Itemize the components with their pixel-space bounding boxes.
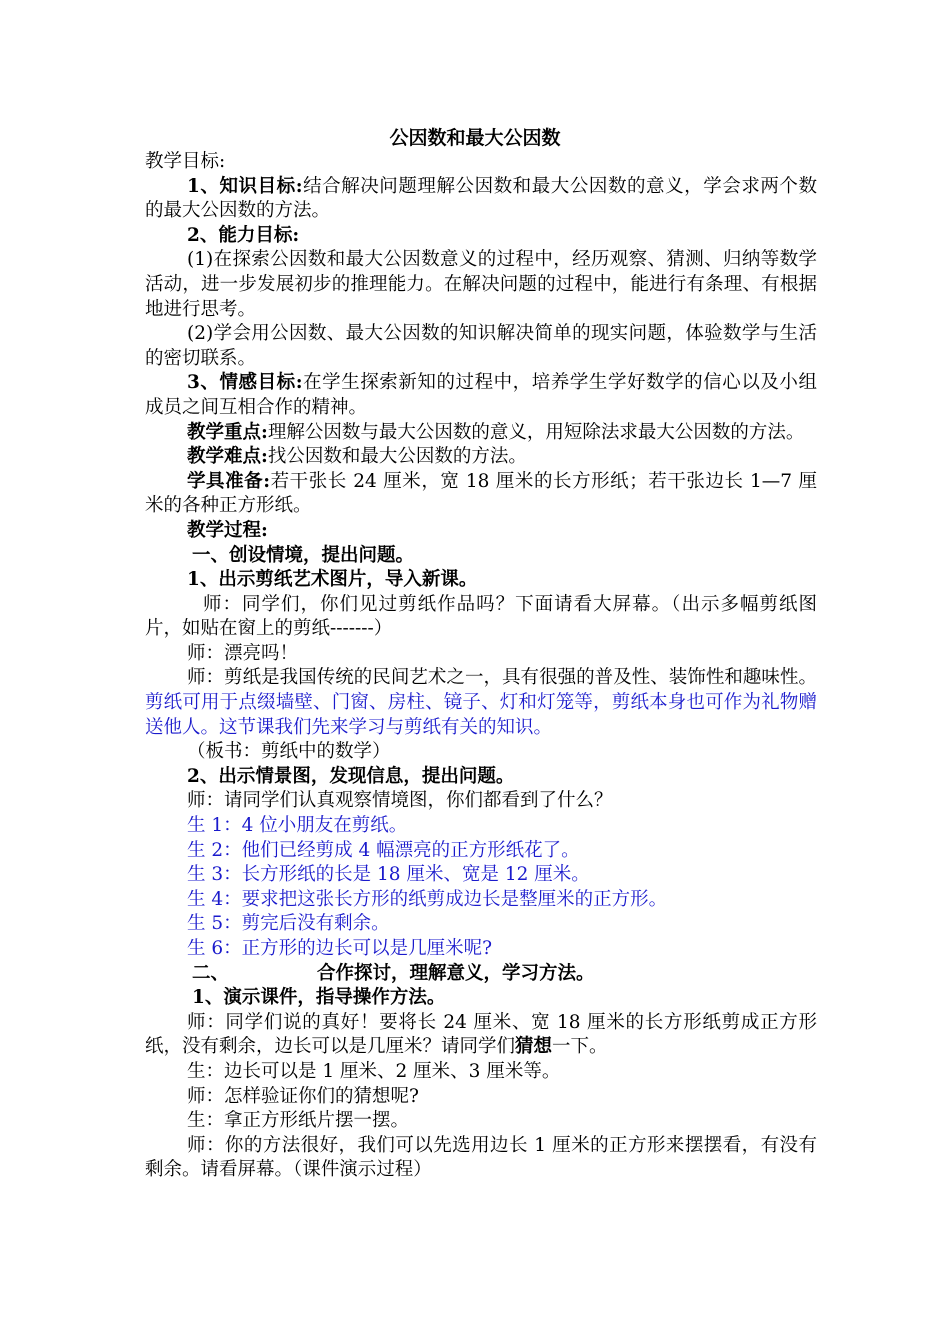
section-2-text: 合作探讨，理解意义，学习方法。 [317,962,595,984]
difficulty-label: 教学难点: [187,446,268,468]
difficulty [145,445,817,470]
board-note: （板书：剪纸中的数学） [187,741,391,763]
difficulty-text: 找公因数和最大公因数的方法。 [267,446,527,468]
teacher-line-1: 师：同学们，你们见过剪纸作品吗？下面请看大屏幕。（出示多幅剪纸图片，如贴在窗上的剪纸-------） [145,593,817,640]
document-body [145,150,817,1183]
student-line: 生 4：要求把这张长方形的纸剪成边长是整厘米的正方形。 [187,888,668,910]
student-reply-2: 生：拿正方形纸片摆一摆。 [187,1110,410,1132]
student-reply-1: 生：边长可以是 1 厘米、2 厘米、3 厘米等。 [187,1060,561,1082]
step-2-1-heading: 1、演示课件，指导操作方法。 [192,987,446,1009]
materials-label: 学具准备: [187,470,271,492]
step-1-2-heading: 2、出示情景图，发现信息，提出问题。 [187,765,515,787]
key-point-text: 理解公因数与最大公因数的意义，用短除法求最大公因数的方法。 [267,421,805,443]
student-line: 生 2：他们已经剪成 4 幅漂亮的正方形纸花了。 [187,839,580,861]
objective-knowledge-label: 1、知识目标: [187,175,303,197]
materials [145,470,817,519]
key-point-label: 教学重点: [187,421,268,443]
teacher-line-4: 师：请同学们认真观察情境图，你们都看到了什么？ [187,790,613,812]
objective-knowledge [145,175,817,224]
teacher-line-6: 师：怎样验证你们的猜想呢? [187,1085,419,1107]
key-point [145,421,817,446]
student-line: 生 3：长方形纸的长是 18 厘米、宽是 12 厘米。 [187,864,590,886]
teacher-line-3-blue: 剪纸可用于点缀墙壁、门窗、房柱、镜子、灯和灯笼等，剪纸本身也可作为礼物赠送他人。这节课我们先来学习与剪纸有关的知识。 [145,692,817,738]
teacher-line-5 [145,1011,817,1060]
process-heading: 教学过程: [187,519,268,541]
student-line: 生 6：正方形的边长可以是几厘米呢? [187,938,493,959]
section-2-heading [145,962,817,987]
objective-emotion-text: 在学生探索新知的过程中，培养学生学好数学的信心以及小组成员之间互相合作的精神。 [145,372,817,418]
materials-text: 若干张长 24 厘米，宽 18 厘米的长方形纸；若干张边长 1—7 厘米的各种正方形纸。 [145,470,817,517]
objective-emotion-label: 3、情感目标: [187,372,303,394]
step-1-1-heading: 1、出示剪纸艺术图片，导入新课。 [187,569,478,591]
student-line: 生 1：4 位小朋友在剪纸。 [187,815,408,837]
objectives-heading: 教学目标: [145,151,226,172]
teacher-line-3-black: 师：剪纸是我国传统的民间艺术之一，具有很强的普及性、装饰性和趣味性。 [187,667,817,689]
teacher-line-5-bold: 猜想 [515,1036,553,1058]
section-1-heading: 一、创设情境，提出问题。 [192,544,415,566]
objective-knowledge-text: 结合解决问题理解公因数和最大公因数的意义，学会求两个数的最大公因数的方法。 [145,175,817,222]
objective-ability-label: 2、能力目标: [187,224,300,246]
teacher-line-5-a: 师：同学们说的真好！要将长 24 厘米、宽 18 厘米的长方形纸剪成正方形纸，没有剩余，边长可以是几厘米？请同学们 [145,1011,817,1058]
section-2-number: 二、 [192,962,230,984]
teacher-line-5-b: 一下。 [552,1036,608,1058]
objective-emotion [145,371,817,420]
objective-ability-2: (2)学会用公因数、最大公因数的知识解决简单的现实问题，体验数学与生活的密切联系。 [145,323,817,369]
objective-ability-1: (1)在探索公因数和最大公因数意义的过程中，经历观察、猜测、归纳等数学活动，进一步发展初步的推理能力。在解决问题的过程中，能进行有条理、有根据地进行思考。 [145,249,817,320]
page-title: 公因数和最大公因数 [389,127,561,149]
teacher-line-3 [145,666,817,740]
teacher-line-2: 师：漂亮吗！ [187,642,299,664]
teacher-line-7: 师：你的方法很好，我们可以先选用边长 1 厘米的正方形来摆摆看，有没有剩余。请看屏幕。（课件演示过程） [145,1134,817,1181]
student-line: 生 5：剪完后没有剩余。 [187,913,390,935]
